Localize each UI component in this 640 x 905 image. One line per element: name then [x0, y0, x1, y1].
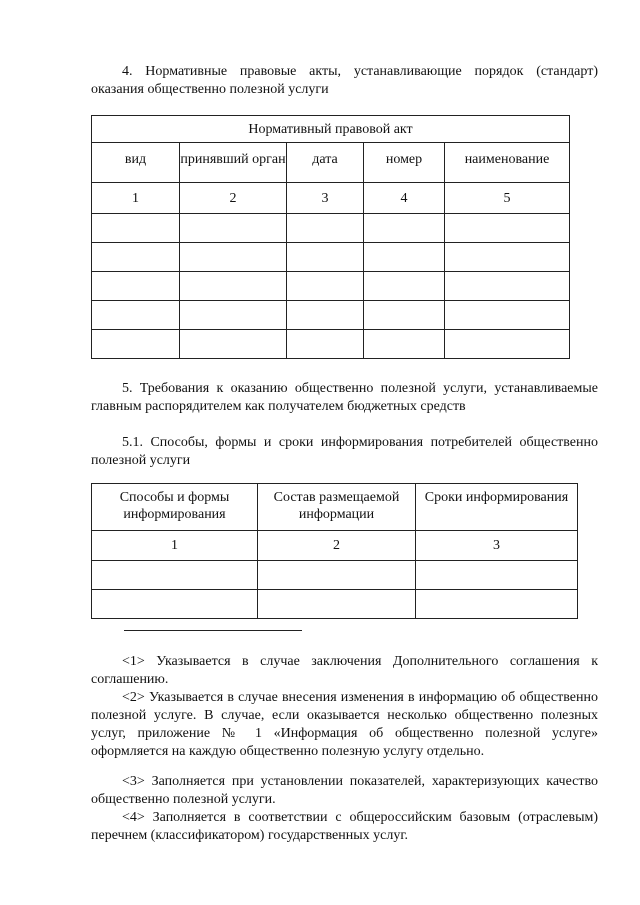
footnote-2: <2> Указывается в случае внесения изменения в информацию об общественно полезной услуге. В случае, если оказывается несколько общественно полезных услуг, приложение № 1 «Информация об общественно полезной услуге» оформляется на каждую общественно полезную услугу отдельно. [91, 690, 598, 759]
legal-acts-table [91, 115, 570, 359]
table-row [92, 243, 570, 272]
column-header-title: наименование [445, 143, 570, 183]
table-row [92, 561, 578, 590]
empty-cell [445, 243, 570, 272]
empty-cell [364, 243, 445, 272]
informing-methods-table [91, 483, 578, 619]
footnote-4: <4> Заполняется в соответствии с общероссийским базовым (отраслевым) перечнем (классификатором) государственных услуг. [91, 810, 598, 843]
empty-cell [92, 301, 180, 330]
empty-cell [364, 214, 445, 243]
empty-cell [364, 330, 445, 359]
section-5-heading: 5. Требования к оказанию общественно полезной услуги, устанавливаемые главным распорядителем как получателем бюджетных средств [91, 381, 598, 414]
empty-cell [445, 330, 570, 359]
empty-cell [92, 272, 180, 301]
empty-cell [180, 272, 287, 301]
column-number: 1 [92, 531, 258, 561]
legal-acts-table-title: Нормативный правовой акт [92, 116, 570, 143]
empty-cell [287, 272, 364, 301]
column-header-methods: Способы и формы информирования [92, 484, 258, 531]
table-row [92, 330, 570, 359]
empty-cell [287, 214, 364, 243]
empty-cell [180, 330, 287, 359]
empty-cell [92, 561, 258, 590]
empty-cell [92, 590, 258, 619]
column-header-type: вид [92, 143, 180, 183]
section-4-heading: 4. Нормативные правовые акты, устанавливающие порядок (стандарт) оказания общественно полезной услуги [91, 64, 598, 97]
empty-cell [416, 590, 578, 619]
empty-cell [92, 330, 180, 359]
footnote-1: <1> Указывается в случае заключения Дополнительного соглашения к соглашению. [91, 654, 598, 687]
empty-cell [287, 330, 364, 359]
column-number: 1 [92, 183, 180, 214]
empty-cell [287, 243, 364, 272]
empty-cell [92, 243, 180, 272]
column-number: 2 [180, 183, 287, 214]
column-number: 5 [445, 183, 570, 214]
table-row [92, 590, 578, 619]
column-header-number: номер [364, 143, 445, 183]
footnote-3: <3> Заполняется при установлении показателей, характеризующих качество общественно полезной услуги. [91, 774, 598, 807]
empty-cell [180, 243, 287, 272]
column-number: 3 [416, 531, 578, 561]
column-header-date: дата [287, 143, 364, 183]
empty-cell [180, 301, 287, 330]
empty-cell [258, 590, 416, 619]
empty-cell [287, 301, 364, 330]
empty-cell [445, 301, 570, 330]
section-5-1-heading: 5.1. Способы, формы и сроки информирования потребителей общественно полезной услуги [91, 435, 598, 468]
empty-cell [445, 214, 570, 243]
empty-cell [180, 214, 287, 243]
column-number: 3 [287, 183, 364, 214]
footnote-separator [124, 630, 302, 631]
empty-cell [258, 561, 416, 590]
empty-cell [364, 301, 445, 330]
empty-cell [364, 272, 445, 301]
table-row [92, 272, 570, 301]
column-header-issuing-body: принявший орган [180, 143, 287, 183]
table-row [92, 301, 570, 330]
table-row [92, 214, 570, 243]
column-header-timing: Сроки информирования [416, 484, 578, 531]
empty-cell [445, 272, 570, 301]
empty-cell [92, 214, 180, 243]
column-number: 4 [364, 183, 445, 214]
empty-cell [416, 561, 578, 590]
column-header-content: Состав размещаемой информации [258, 484, 416, 531]
column-number: 2 [258, 531, 416, 561]
